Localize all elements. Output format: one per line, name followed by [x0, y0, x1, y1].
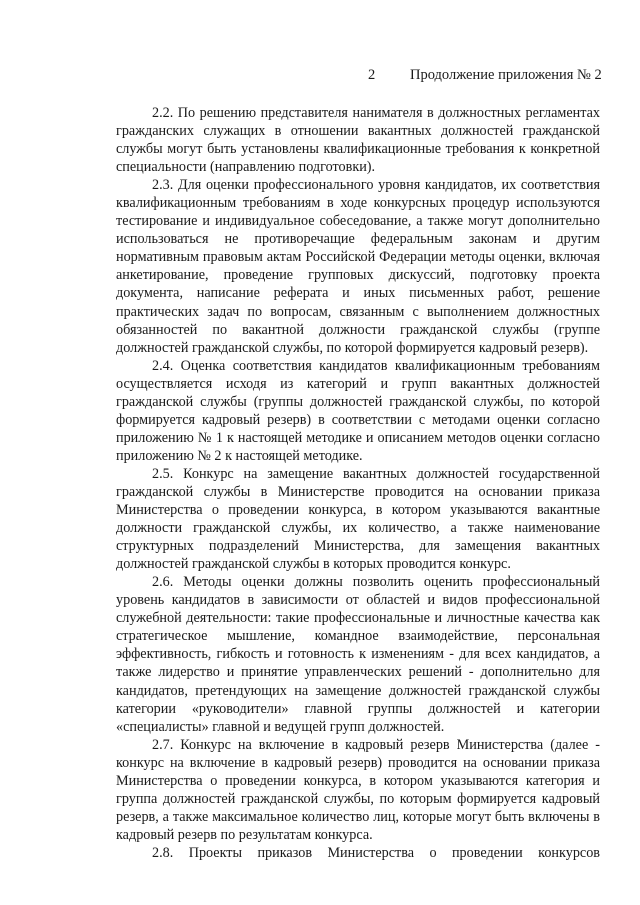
paragraph-2-7: 2.7. Конкурс на включение в кадровый резерв Министерства (далее - конкурс на включение в кадровый резерв) проводится на основании приказа Министерства о проведении конкурса, в котором указываются категория и группа должностей гражданской службы, по которым формируется кадровый резерв, а также максимальное количество лиц, которые могут быть включены в кадровый резерв по результатам конкурса. — [116, 736, 600, 843]
paragraph-2-6: 2.6. Методы оценки должны позволить оценить профессиональный уровень кандидатов в зависимости от областей и видов профессиональной служебной деятельности: такие профессиональные и личностные качества как стратегическое мышление, командное взаимодействие, персональная эффективность, гибкость и готовность к изменениям - для всех кандидатов, а также лидерство и принятие управленческих решений - дополнительно для кандидатов, претендующих на замещение должностей гражданской службы категории «руководители» главной группы должностей и категории «специалисты» главной и ведущей групп должностей. — [116, 574, 600, 735]
paragraph-2-4: 2.4. Оценка соответствия кандидатов квалификационным требованиям осуществляется исходя из категорий и групп вакантных должностей гражданской службы (группы должностей гражданской службы, по которой формируется кадровый резерв) в соответствии с методами оценки согласно приложению № 1 к настоящей методике и описанием методов оценки согласно приложению № 2 к настоящей методике. — [116, 357, 600, 464]
appendix-continuation-note: Продолжение приложения № 2 — [410, 67, 602, 83]
paragraph-2-8: 2.8. Проекты приказов Министерства о проведении конкурсов — [152, 844, 600, 861]
page-header — [0, 65, 640, 85]
paragraph-2-2: 2.2. По решению представителя нанимателя в должностных регламентах гражданских служащих в отношении вакантных должностей гражданской службы могут быть установлены квалификационные требования к конкретной специальности (направлению подготовки). — [116, 105, 600, 176]
document-body — [116, 104, 600, 862]
paragraph-2-3: 2.3. Для оценки профессионального уровня кандидатов, их соответствия квалификационным требованиям в ходе конкурсных процедур используются тестирование и индивидуальное собеседование, а также могут дополнительно использоваться не противоречащие федеральным законам и другим нормативным правовым актам Российской Федерации методы оценки, включая анкетирование, проведение групповых дискуссий, подготовку проекта документа, написание реферата и иных письменных работ, решение практических задач по вопросам, связанным с выполнением должностных обязанностей по вакантной должности гражданской службы (группе должностей гражданской службы, по которой формируется кадровый резерв). — [116, 177, 600, 356]
page-number: 2 — [368, 67, 376, 83]
paragraph-2-5: 2.5. Конкурс на замещение вакантных должностей государственной гражданской службы в Министерстве проводится на основании приказа Министерства о проведении конкурса, в котором указываются вакантные должности гражданской службы, их количество, а также наименование структурных подразделений Министерства, для замещения вакантных должностей гражданской службы в которых проводится конкурс. — [116, 465, 600, 573]
